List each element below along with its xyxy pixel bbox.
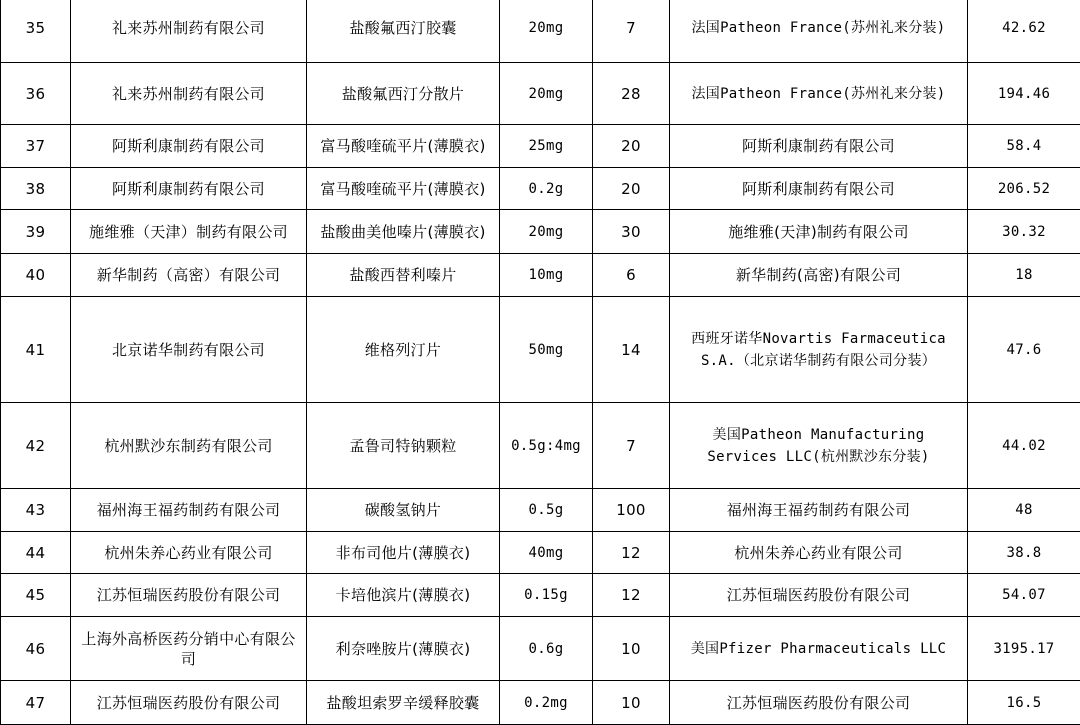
applicant-company: 新华制药（高密）有限公司 <box>71 254 307 297</box>
package-quantity: 7 <box>593 0 670 63</box>
specification: 40mg <box>500 532 593 574</box>
drug-name: 卡培他滨片(薄膜衣) <box>307 574 500 617</box>
package-quantity: 10 <box>593 617 670 681</box>
drug-name: 维格列汀片 <box>307 297 500 403</box>
table-row <box>1 0 1080 63</box>
manufacturer: 法国Patheon France(苏州礼来分装) <box>670 0 968 63</box>
applicant-company: 北京诺华制药有限公司 <box>71 297 307 403</box>
table-row <box>1 489 1080 532</box>
row-number: 38 <box>1 168 71 210</box>
price: 47.6 <box>968 297 1080 403</box>
specification: 0.5g:4mg <box>500 403 593 489</box>
manufacturer: 阿斯利康制药有限公司 <box>670 168 968 210</box>
drug-name: 孟鲁司特钠颗粒 <box>307 403 500 489</box>
specification: 0.5g <box>500 489 593 532</box>
drug-name: 富马酸喹硫平片(薄膜衣) <box>307 125 500 168</box>
package-quantity: 6 <box>593 254 670 297</box>
package-quantity: 12 <box>593 532 670 574</box>
manufacturer: 美国Pfizer Pharmaceuticals LLC <box>670 617 968 681</box>
specification: 0.2mg <box>500 681 593 725</box>
row-number: 39 <box>1 210 71 254</box>
applicant-company: 礼来苏州制药有限公司 <box>71 0 307 63</box>
specification: 20mg <box>500 63 593 125</box>
price: 58.4 <box>968 125 1080 168</box>
applicant-company: 江苏恒瑞医药股份有限公司 <box>71 574 307 617</box>
manufacturer: 美国Patheon Manufacturing Services LLC(杭州默沙东分装) <box>670 403 968 489</box>
package-quantity: 100 <box>593 489 670 532</box>
manufacturer: 施维雅(天津)制药有限公司 <box>670 210 968 254</box>
package-quantity: 14 <box>593 297 670 403</box>
applicant-company: 杭州默沙东制药有限公司 <box>71 403 307 489</box>
price: 194.46 <box>968 63 1080 125</box>
specification: 0.6g <box>500 617 593 681</box>
package-quantity: 12 <box>593 574 670 617</box>
manufacturer: 杭州朱养心药业有限公司 <box>670 532 968 574</box>
row-number: 44 <box>1 532 71 574</box>
specification: 10mg <box>500 254 593 297</box>
manufacturer: 新华制药(高密)有限公司 <box>670 254 968 297</box>
specification: 0.2g <box>500 168 593 210</box>
applicant-company: 上海外高桥医药分销中心有限公司 <box>71 617 307 681</box>
price: 44.02 <box>968 403 1080 489</box>
row-number: 46 <box>1 617 71 681</box>
manufacturer: 法国Patheon France(苏州礼来分装) <box>670 63 968 125</box>
row-number: 40 <box>1 254 71 297</box>
price: 54.07 <box>968 574 1080 617</box>
table-row <box>1 63 1080 125</box>
drug-name: 盐酸氟西汀胶囊 <box>307 0 500 63</box>
row-number: 42 <box>1 403 71 489</box>
drug-name: 盐酸氟西汀分散片 <box>307 63 500 125</box>
price: 206.52 <box>968 168 1080 210</box>
table-row <box>1 168 1080 210</box>
applicant-company: 阿斯利康制药有限公司 <box>71 125 307 168</box>
package-quantity: 30 <box>593 210 670 254</box>
row-number: 41 <box>1 297 71 403</box>
price: 16.5 <box>968 681 1080 725</box>
specification: 20mg <box>500 0 593 63</box>
row-number: 47 <box>1 681 71 725</box>
specification: 20mg <box>500 210 593 254</box>
row-number: 45 <box>1 574 71 617</box>
drug-name: 利奈唑胺片(薄膜衣) <box>307 617 500 681</box>
drug-name: 盐酸坦索罗辛缓释胶囊 <box>307 681 500 725</box>
row-number: 35 <box>1 0 71 63</box>
applicant-company: 杭州朱养心药业有限公司 <box>71 532 307 574</box>
specification: 0.15g <box>500 574 593 617</box>
price: 48 <box>968 489 1080 532</box>
applicant-company: 阿斯利康制药有限公司 <box>71 168 307 210</box>
applicant-company: 福州海王福药制药有限公司 <box>71 489 307 532</box>
drug-name: 富马酸喹硫平片(薄膜衣) <box>307 168 500 210</box>
table-row <box>1 532 1080 574</box>
price: 42.62 <box>968 0 1080 63</box>
manufacturer: 西班牙诺华Novartis Farmaceutica S.A.（北京诺华制药有限公司分装） <box>670 297 968 403</box>
applicant-company: 礼来苏州制药有限公司 <box>71 63 307 125</box>
specification: 25mg <box>500 125 593 168</box>
table-row <box>1 210 1080 254</box>
manufacturer: 江苏恒瑞医药股份有限公司 <box>670 574 968 617</box>
manufacturer: 阿斯利康制药有限公司 <box>670 125 968 168</box>
row-number: 43 <box>1 489 71 532</box>
price: 18 <box>968 254 1080 297</box>
table-row <box>1 403 1080 489</box>
package-quantity: 20 <box>593 168 670 210</box>
package-quantity: 28 <box>593 63 670 125</box>
drug-name: 非布司他片(薄膜衣) <box>307 532 500 574</box>
table-row <box>1 254 1080 297</box>
applicant-company: 江苏恒瑞医药股份有限公司 <box>71 681 307 725</box>
package-quantity: 10 <box>593 681 670 725</box>
manufacturer: 福州海王福药制药有限公司 <box>670 489 968 532</box>
drug-name: 盐酸曲美他嗪片(薄膜衣) <box>307 210 500 254</box>
package-quantity: 7 <box>593 403 670 489</box>
table-row <box>1 681 1080 725</box>
price: 30.32 <box>968 210 1080 254</box>
manufacturer: 江苏恒瑞医药股份有限公司 <box>670 681 968 725</box>
drug-name: 碳酸氢钠片 <box>307 489 500 532</box>
row-number: 36 <box>1 63 71 125</box>
table-row <box>1 617 1080 681</box>
row-number: 37 <box>1 125 71 168</box>
drug-name: 盐酸西替利嗪片 <box>307 254 500 297</box>
specification: 50mg <box>500 297 593 403</box>
table-row <box>1 574 1080 617</box>
price: 3195.17 <box>968 617 1080 681</box>
table-row <box>1 297 1080 403</box>
package-quantity: 20 <box>593 125 670 168</box>
table-row <box>1 125 1080 168</box>
applicant-company: 施维雅（天津）制药有限公司 <box>71 210 307 254</box>
price: 38.8 <box>968 532 1080 574</box>
